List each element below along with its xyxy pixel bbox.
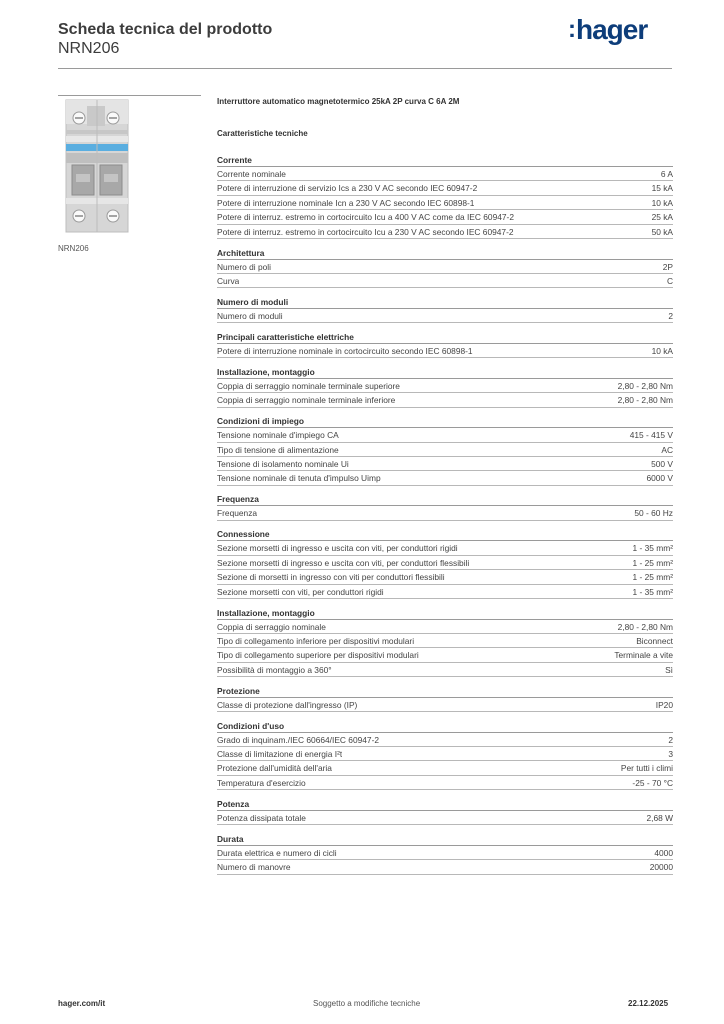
- spec-section: [217, 529, 673, 607]
- spec-value: 1 - 35 mm²: [632, 586, 673, 597]
- spec-label: Classe di protezione dall'ingresso (IP): [217, 699, 358, 710]
- spec-value: Biconnect: [636, 635, 673, 646]
- spec-value: 500 V: [651, 459, 673, 470]
- spec-label: Numero di moduli: [217, 310, 283, 321]
- spec-label: Temperatura d'esercizio: [217, 777, 306, 788]
- spec-row: [217, 210, 673, 224]
- spec-row: [217, 747, 673, 761]
- spec-section: [217, 155, 673, 248]
- spec-row: [217, 776, 673, 790]
- spec-section: [217, 721, 673, 799]
- spec-value: AC: [661, 444, 673, 455]
- spec-row: [217, 225, 673, 239]
- footer-note: Soggetto a modifiche tecniche: [313, 999, 421, 1008]
- spec-row: [217, 167, 673, 181]
- spec-label: Tipo di tensione di alimentazione: [217, 444, 339, 455]
- spec-value: 6000 V: [646, 473, 673, 484]
- spec-row: [217, 274, 673, 288]
- spec-label: Curva: [217, 275, 240, 286]
- spec-section: [217, 834, 673, 883]
- section-title: Connessione: [217, 529, 673, 541]
- spec-row: [217, 344, 673, 358]
- spec-row: [217, 663, 673, 677]
- logo-prefix: :: [568, 16, 575, 43]
- spec-sections: [217, 155, 673, 883]
- spec-label: Coppia di serraggio nominale terminale inferiore: [217, 395, 396, 406]
- spec-row: [217, 443, 673, 457]
- spec-row: [217, 570, 673, 584]
- spec-row: [217, 556, 673, 570]
- spec-section: [217, 494, 673, 529]
- spec-label: Durata elettrica e numero di cicli: [217, 847, 337, 858]
- spec-value: 1 - 25 mm²: [632, 557, 673, 568]
- spec-label: Potenza dissipata totale: [217, 812, 306, 823]
- spec-value: 50 kA: [651, 226, 673, 237]
- spec-value: 15 kA: [651, 183, 673, 194]
- footer-website[interactable]: hager.com/it: [58, 999, 106, 1008]
- section-title: Installazione, montaggio: [217, 608, 673, 620]
- spec-label: Sezione morsetti con viti, per conduttori rigidi: [217, 586, 384, 597]
- spec-row: [217, 733, 673, 747]
- spec-section: [217, 248, 673, 297]
- spec-section: [217, 332, 673, 367]
- page-title: Scheda tecnica del prodotto: [58, 21, 273, 38]
- spec-value: 1 - 35 mm²: [632, 543, 673, 554]
- spec-label: Corrente nominale: [217, 169, 286, 179]
- spec-value: C: [666, 275, 673, 286]
- spec-value: 50 - 60 Hz: [634, 508, 673, 519]
- spec-label: Potere di interruz. estremo in cortocircuito Icu a 230 V AC secondo IEC 60947-2: [217, 226, 514, 237]
- spec-value: 2,68 W: [646, 812, 673, 823]
- spec-value: 415 - 415 V: [629, 430, 673, 441]
- spec-row: [217, 811, 673, 825]
- spec-label: Possibilità di montaggio a 360°: [217, 664, 332, 675]
- spec-row: [217, 506, 673, 520]
- section-title: Frequenza: [217, 494, 673, 506]
- spec-row: [217, 196, 673, 210]
- section-title: Corrente: [217, 155, 673, 167]
- spec-row: [217, 620, 673, 634]
- spec-row: [217, 393, 673, 407]
- spec-label: Coppia di serraggio nominale terminale superiore: [217, 380, 400, 391]
- spec-section: [217, 686, 673, 721]
- spec-value: 2: [668, 734, 673, 745]
- section-title: Durata: [217, 834, 673, 846]
- hager-logo[interactable]: [568, 14, 647, 46]
- spec-sheet: [217, 96, 673, 883]
- tech-specs-title: Caratteristiche tecniche: [217, 129, 308, 138]
- spec-label: Numero di poli: [217, 261, 271, 272]
- spec-value: Terminale a vite: [614, 650, 673, 661]
- product-code: NRN206: [58, 40, 120, 57]
- spec-value: 2,80 - 2,80 Nm: [617, 395, 673, 406]
- spec-label: Grado di inquinam./IEC 60664/IEC 60947-2: [217, 734, 380, 745]
- spec-row: [217, 428, 673, 442]
- spec-section: [217, 367, 673, 416]
- spec-value: 2: [668, 310, 673, 321]
- product-image: [58, 96, 201, 238]
- header-divider: [58, 68, 672, 69]
- spec-value: 3: [668, 749, 673, 760]
- spec-label: Tensione nominale di tenuta d'impulso Uimp: [217, 473, 381, 484]
- spec-row: [217, 698, 673, 712]
- spec-section: [217, 416, 673, 494]
- section-title: Condizioni d'uso: [217, 721, 673, 733]
- spec-value: 2,80 - 2,80 Nm: [617, 621, 673, 632]
- spec-section: [217, 608, 673, 686]
- section-title: Protezione: [217, 686, 673, 698]
- spec-section: [217, 799, 673, 834]
- spec-row: [217, 309, 673, 323]
- spec-row: [217, 846, 673, 860]
- spec-label: Sezione di morsetti in ingresso con viti per conduttori flessibili: [217, 572, 445, 583]
- spec-row: [217, 761, 673, 775]
- spec-value: 10 kA: [651, 197, 673, 208]
- spec-label: Potere di interruz. estremo in cortocircuito Icu a 400 V AC come da IEC 60947-2: [217, 212, 514, 223]
- spec-label: Potere di interruzione nominale in cortocircuito secondo IEC 60898-1: [217, 345, 473, 356]
- product-description: Interruttore automatico magnetotermico 25kA 2P curva C 6A 2M: [217, 97, 460, 106]
- spec-row: [217, 585, 673, 599]
- spec-row: [217, 379, 673, 393]
- spec-value: IP20: [655, 699, 673, 710]
- spec-label: Tensione nominale d'impiego CA: [217, 430, 339, 441]
- section-title: Installazione, montaggio: [217, 367, 673, 379]
- spec-label: Potere di interruzione di servizio Ics a 230 V AC secondo IEC 60947-2: [217, 183, 478, 194]
- spec-row: [217, 634, 673, 648]
- spec-label: Frequenza: [217, 508, 258, 519]
- spec-value: 25 kA: [651, 212, 673, 223]
- spec-label: Protezione dall'umidità dell'aria: [217, 763, 332, 774]
- section-title: Architettura: [217, 248, 673, 260]
- spec-value: 1 - 25 mm²: [632, 572, 673, 583]
- spec-row: [217, 541, 673, 555]
- spec-label: Tensione di isolamento nominale Ui: [217, 459, 349, 470]
- spec-section: [217, 297, 673, 332]
- spec-row: [217, 457, 673, 471]
- spec-value: Per tutti i climi: [620, 763, 673, 774]
- section-title: Condizioni di impiego: [217, 416, 673, 428]
- spec-label: Numero di manovre: [217, 862, 291, 873]
- spec-value: 6 A: [660, 169, 673, 179]
- section-title: Numero di moduli: [217, 297, 673, 309]
- section-title: Principali caratteristiche elettriche: [217, 332, 673, 344]
- spec-label: Coppia di serraggio nominale: [217, 621, 326, 632]
- spec-label: Tipo di collegamento superiore per dispositivi modulari: [217, 650, 419, 661]
- spec-label: Tipo di collegamento inferiore per dispositivi modulari: [217, 635, 415, 646]
- spec-label: Sezione morsetti di ingresso e uscita con viti, per conduttori flessibili: [217, 557, 470, 568]
- spec-row: [217, 181, 673, 195]
- spec-value: -25 - 70 °C: [632, 777, 673, 788]
- spec-value: 2P: [662, 261, 673, 272]
- spec-label: Potere di interruzione nominale Icn a 230 V AC secondo IEC 60898-1: [217, 197, 475, 208]
- logo-text: hager: [576, 14, 648, 45]
- circuit-breaker-icon: [58, 96, 201, 238]
- spec-value: 10 kA: [651, 345, 673, 356]
- image-caption: NRN206: [58, 244, 89, 253]
- spec-row: [217, 471, 673, 485]
- footer-date: 22.12.2025: [628, 999, 669, 1008]
- spec-value: 4000: [654, 847, 673, 858]
- spec-row: [217, 260, 673, 274]
- spec-row: [217, 648, 673, 662]
- section-title: Potenza: [217, 799, 673, 811]
- spec-value: 20000: [649, 862, 673, 873]
- spec-value: 2,80 - 2,80 Nm: [617, 380, 673, 391]
- spec-label: Classe di limitazione di energia I²t: [217, 749, 343, 760]
- spec-label: Sezione morsetti di ingresso e uscita con viti, per conduttori rigidi: [217, 543, 458, 554]
- spec-value: Sì: [665, 664, 673, 675]
- spec-row: [217, 860, 673, 874]
